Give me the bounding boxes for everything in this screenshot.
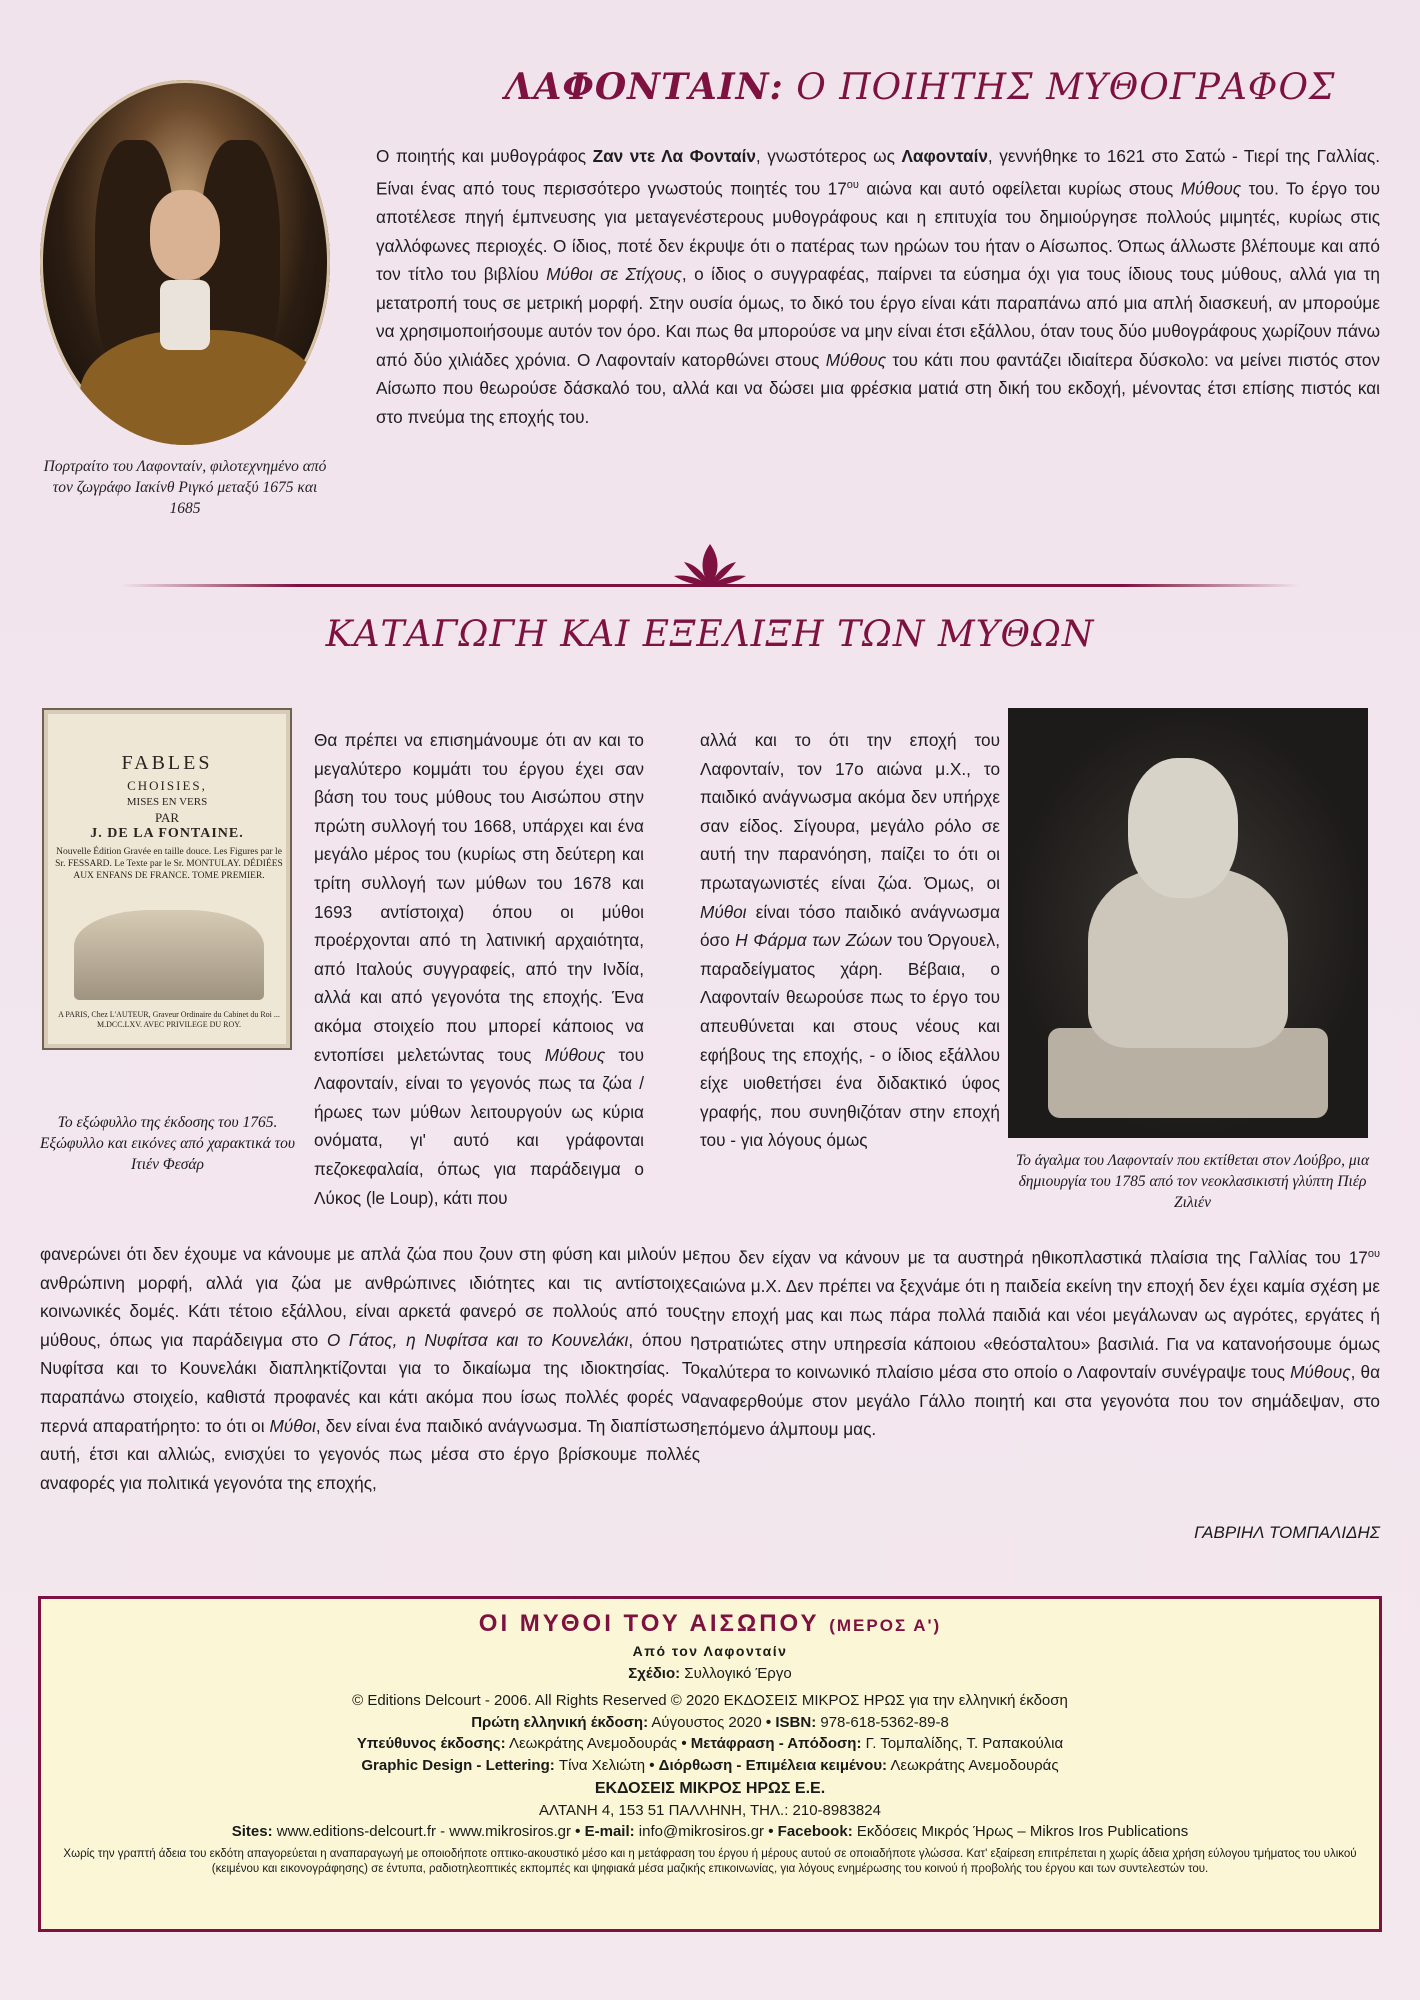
text-run: , θα αναφερθούμε στον μεγάλο Γάλλο ποιητή και στα γεγονότα που τον σημάδεψαν, στο επόμενο άλμπουμ μας. [700, 1362, 1381, 1440]
credits-value: 978-618-5362-89-8 [820, 1713, 949, 1731]
credits-label: Μετάφραση - Απόδοση: [690, 1735, 862, 1752]
text-run: , ο ίδιος ο συγγραφέας, παίρνει τα εύσημα όχι για τους ίδιους τους μύθους, αλλά για τη μετατροπή τους σε μετρική μορφή. Στην ουσία όμως, το δικό του έργο είναι κάτι παραπάνω από μια απλή διασκευή, αν μπορούμε να χρησιμοποιήσουμε αυτόν τον όρο. Και πως θα μπορούσε να μην είναι έτσι εξάλλου, όταν τους δύο μυθογράφους χωρίζουν πάνω από δύο χιλιάδες χρόνια. Ο Λαφονταίν κατορθώνει στους [376, 264, 1380, 370]
author-signature: ΓΑΒΡΙΗΛ ΤΟΜΠΑΛΙΔΗΣ [1194, 1523, 1380, 1542]
credits-label: Graphic Design - Lettering: [361, 1756, 555, 1774]
text-run: του κάτι που φαντάζει ιδιαίτερα δύσκολο: να μείνει πιστός στον Αίσωπο που θεωρούσε δάσκαλό του, αλλά και να δώσει μια φρέσκια ματιά στη δική του εκδοχή, μένοντας έτσι επίσης πιστός και στο πνεύμα της εποχής του. [376, 349, 1380, 428]
text-run: είναι τόσο παιδικό ανάγνωσμα όσο [700, 901, 1000, 951]
bullet-separator: • [765, 1713, 772, 1731]
portrait-face [150, 190, 220, 280]
bullet-separator: • [649, 1756, 655, 1774]
credits-edition-line [41, 1712, 1379, 1734]
intro-paragraph [376, 142, 1380, 432]
article-title-accent: ΛΑΦΟΝΤΑΙΝ: [504, 66, 784, 108]
cover-line: Nouvelle Édition Gravée en taille douce. Les Figures par le Sr. FESSARD. Le Texte par le Sr. MONTULAY. DÉDIÉES AUX ENFANS DE FRANCE. TOME PREMIER. [55, 847, 283, 881]
cover-engraving [74, 910, 264, 1000]
credits-label: Sites: [231, 1823, 273, 1840]
credits-label: ISBN: [775, 1713, 817, 1731]
credits-label: Διόρθωση - Επιμέλεια κειμένου: [658, 1756, 888, 1774]
text-run: Μύθοι [700, 901, 747, 922]
section-title: ΚΑΤΑΓΩΓΗ ΚΑΙ ΕΞΕΛΙΞΗ ΤΩΝ ΜΥΘΩΝ [325, 614, 1095, 655]
text-run: του Όργουελ, παραδείγματος χάρη. Βέβαια, ο Λαφονταίν θεωρούσε πως το έργο του απευθύνεται και στους νέους και εφήβους της εποχής, - ο ίδιος εξάλλου είχε υιοθετήσει ένα διδακτικό ύφος γραφής, που συνηθιζόταν στην εποχή του - για λόγους όμως [700, 930, 1000, 1151]
bullet-separator: • [575, 1823, 581, 1840]
text-run: Ζαν ντε Λα Φονταίν [592, 146, 756, 166]
cover-caption: Το εξώφυλλο της έκδοσης του 1765. Εξώφυλλο και εικόνες από χαρακτικά του Ιτιέν Φεσάρ [39, 1114, 296, 1173]
sites-link[interactable]: www.editions-delcourt.fr - www.mikrosiros.gr [276, 1823, 571, 1840]
body-column-d [700, 1240, 1380, 1444]
portrait-collar [160, 280, 210, 350]
body-column-b [700, 726, 1000, 1155]
credits-box [38, 1596, 1382, 1932]
text-run: Μύθοι σε Στίχους [546, 264, 682, 285]
text-run: Μύθους [544, 1044, 606, 1065]
bullet-separator: • [681, 1735, 687, 1752]
text-run: , δεν είναι ένα παιδικό ανάγνωσμα. Τη διαπίστωση αυτή, έτσι και αλλιώς, ενισχύει το γεγονός πως μέσα στο έργο βρίσκουμε πολλές αναφορές για πολιτικά γεγονότα της εποχής, [40, 1415, 700, 1493]
portrait-image [40, 80, 330, 445]
legal-notice: Χωρίς την γραπτή άδεια του εκδότη απαγορεύεται η αναπαραγωγή με οποιοδήποτε οπτικο-ακουστικό μέσο και η μετάφραση του έργου ή μέρους αυτού σε οποιαδήποτε γλώσσα. Κατ' εξαίρεση επιτρέπεται η χωρίς άδεια χρήση εύλογου τμήματος του υλικού (κειμένου και εικονογράφησης) σε έντυπα, ραδιοτηλεοπτικές εκπομπές και ψηφιακά μέσα μαζικής επικοινωνίας, για λόγους ενημέρωσης του κοινού ή προβολής του έργου και των συντελεστών του. [63, 1847, 1357, 1875]
credits-label: Facebook: [777, 1823, 853, 1840]
text-run: Λαφονταίν [901, 146, 988, 166]
credits-title-text: ΟΙ ΜΥΘΟΙ ΤΟΥ ΑΙΣΩΠΟΥ [478, 1610, 820, 1637]
text-run: Μύθους [1290, 1362, 1351, 1383]
credits-design-staff-line [41, 1755, 1379, 1777]
cover-line: PAR [154, 810, 180, 825]
cover-line: J. DE LA FONTAINE. [90, 826, 244, 841]
credits-staff-line [41, 1733, 1379, 1755]
text-run: Η Φάρμα των Ζώων [735, 930, 892, 951]
text-run: , γνωστότερος ως [755, 146, 902, 166]
text-run: , όπου η Νυφίτσα και το Κουνελάκι διαπληκτίζονται για το δικαίωμα της ιδιοκτησίας. Το παραπάνω στοιχείο, καθιστά προφανές και κάτι ακόμα που ίσως πολλές φορές να περνά απαρατήρητο: το ότι οι [40, 1329, 700, 1436]
credits-subtitle: Από τον Λαφονταίν [632, 1643, 788, 1659]
cover-line: MISES EN VERS [126, 796, 208, 808]
portrait-caption: Πορτραίτο του Λαφονταίν, φιλοτεχνημένο από τον ζωγράφο Ιακίνθ Ριγκό μεταξύ 1675 και 1685 [43, 458, 327, 517]
credits-value: Λεωκράτης Ανεμοδουράς [890, 1756, 1059, 1774]
credits-design-line [41, 1663, 1379, 1685]
text-run: που δεν είχαν να κάνουν με τα αυστηρά ηθικοπλαστικά πλαίσια της Γαλλίας του 17 [700, 1247, 1368, 1268]
statue-head [1128, 758, 1238, 898]
publisher-address: ΑΛΤΑΝΗ 4, 153 51 ΠΑΛΛΗΝΗ, ΤΗΛ.: 210-8983824 [539, 1801, 881, 1819]
credits-value: Λεωκράτης Ανεμοδουράς [508, 1735, 678, 1752]
statue-caption: Το άγαλμα του Λαφονταίν που εκτίθεται στον Λούβρο, μια δημιουργία του 1785 από τον νεοκλασικιστή γλύπτη Πιέρ Ζιλιέν [1015, 1152, 1370, 1211]
body-column-a [314, 726, 644, 1212]
cover-line: CHOISIES, [127, 778, 207, 793]
credits-value: Αύγουστος 2020 [651, 1713, 762, 1731]
text-run: Ο ποιητής και μυθογράφος [376, 146, 593, 166]
text-run: φανερώνει ότι δεν έχουμε να κάνουμε με απλά ζώα που ζουν στη φύση και μιλούν με ανθρώπινη μορφή, αλλά για ζώα με ανθρώπινες ιδιότητες και τις αντίστοιχες κοινωνικές δομές. Κάτι τέτοιο εξάλλου, είναι αρκετά φανερό σε πολλούς από τους μύθους, όπως για παράδειγμα στο [40, 1244, 700, 1350]
credits-part: (ΜΕΡΟΣ Α') [829, 1616, 942, 1635]
text-run: αιώνα μ.Χ. Δεν πρέπει να ξεχνάμε ότι η παιδεία εκείνη την εποχή δεν έχει καμία σχέση με την εποχή μας και πως πάρα πολλά παιδιά και νέοι μεγάλωναν ως αγρότες, εργάτες ή στρατιώτες στην υπηρεσία κάποιου «θεόσταλτου» βασιλιά. Για να κατανοήσουμε όμως καλύτερα το κοινωνικό πλαίσιο μέσα στο οποίο ο Λαφονταίν συνέγραψε τους [700, 1276, 1380, 1383]
text-run: του. Το έργο του αποτέλεσε πηγή έμπνευσης για μεταγενέστερους μυθογράφους και η επιτυχία του δημιούργησε πολλούς μιμητές, κυρίως στις γαλλόφωνες περιοχές. Ο ίδιος, ποτέ δεν έκρυψε ότι ο πατέρας των ηρώων του ήταν ο Αίσωπος. Όπως άλλωστε βλέπουμε και από τον τίτλο του βιβλίου [376, 178, 1381, 285]
text-run: αλλά και το ότι την εποχή του Λαφονταίν, τον 17ο αιώνα μ.Χ., το παιδικό ανάγνωσμα ακόμα δεν υπήρχε σαν είδος. Σίγουρα, μεγάλο ρόλο σε αυτή την παρανόηση, παίζει το ότι οι πρωταγωνιστές είναι ζώα. Όμως, οι [700, 730, 1000, 893]
email-link[interactable]: info@mikrosiros.gr [638, 1823, 765, 1840]
credits-label: E-mail: [584, 1823, 635, 1840]
credits-value: Γ. Τομπαλίδης, Τ. Ραπακούλια [865, 1735, 1064, 1752]
credits-label: Σχέδιο: [628, 1664, 681, 1682]
cover-line: FABLES [121, 752, 213, 774]
credits-contact-line [41, 1821, 1379, 1843]
credits-value: Τίνα Χελιώτη [558, 1756, 646, 1774]
text-run: , γεννήθηκε το 1621 στο Σατώ - Τιερί της Γαλλίας. Είναι ένας από τους περισσότερο γνωστούς ποιητές του 17 [376, 146, 1380, 199]
credits-title [41, 1609, 1379, 1641]
article-title [460, 66, 1380, 108]
text-run: Μύθους [825, 349, 887, 370]
text-run: ου [846, 178, 859, 191]
cover-line: A PARIS, Chez L'AUTEUR, Graveur Ordinaire du Cabinet du Roi ... M.DCC.LXV. AVEC PRIVILEGE DU ROY. [58, 1010, 280, 1029]
book-cover-image [42, 708, 292, 1050]
text-run: Μύθους [1180, 178, 1242, 199]
text-run: Ο Γάτος, η Νυφίτσα και το Κουνελάκι [326, 1329, 629, 1350]
credits-label: Πρώτη ελληνική έκδοση: [471, 1713, 649, 1731]
statue-image [1008, 708, 1368, 1138]
credits-copyright: © Editions Delcourt - 2006. All Rights Reserved © 2020 ΕΚΔΟΣΕΙΣ ΜΙΚΡΟΣ ΗΡΩΣ για την ελληνική έκδοση [352, 1692, 1068, 1709]
body-column-c [40, 1240, 700, 1497]
publisher-name: ΕΚΔΟΣΕΙΣ ΜΙΚΡΟΣ ΗΡΩΣ Ε.Ε. [594, 1780, 826, 1797]
article-title-rest: Ο ΠΟΙΗΤΗΣ ΜΥΘΟΓΡΑΦΟΣ [783, 67, 1336, 108]
facebook-link[interactable]: Εκδόσεις Μικρός Ήρως – Mikros Iros Publications [856, 1823, 1189, 1840]
text-run: του Λαφονταίν, είναι το γεγονός πως τα ζώα / ήρωες των μύθων λειτουργούν ως κύρια ονόματα, γι' αυτό και γράφονται πεζοκεφαλαία, όπως για παράδειγμα ο Λύκος (le Loup), κάτι που [314, 1044, 644, 1208]
text-run: Μύθοι [269, 1415, 316, 1436]
text-run: αιώνα και αυτό οφείλεται κυρίως στους [858, 178, 1181, 199]
text-run: ου [1367, 1248, 1380, 1260]
credits-value: Συλλογικό Έργο [684, 1664, 792, 1682]
bullet-separator: • [768, 1823, 774, 1840]
text-run: Θα πρέπει να επισημάνουμε ότι αν και το μεγαλύτερο κομμάτι του έργου έχει σαν βάση του τους μύθους του Αισώπου στην πρώτη συλλογή του 1668, υπάρχει και ένα μεγάλο μέρος του (κυρίως στη δεύτερη και τρίτη συλλογή των μύθων του 1678 και 1693 αντίστοιχα) όπου οι μύθοι προέρχονται από τη λατινική αρχαιότητα, από Ιταλούς συγγραφείς, από την Ινδία, αλλά και από γεγονότα της εποχής. Ένα ακόμα στοιχείο που μπορεί κάποιος να εντοπίσει μελετώντας τους [314, 730, 644, 1065]
lotus-ornament-icon [670, 536, 750, 596]
credits-label: Υπεύθυνος έκδοσης: [356, 1735, 506, 1752]
